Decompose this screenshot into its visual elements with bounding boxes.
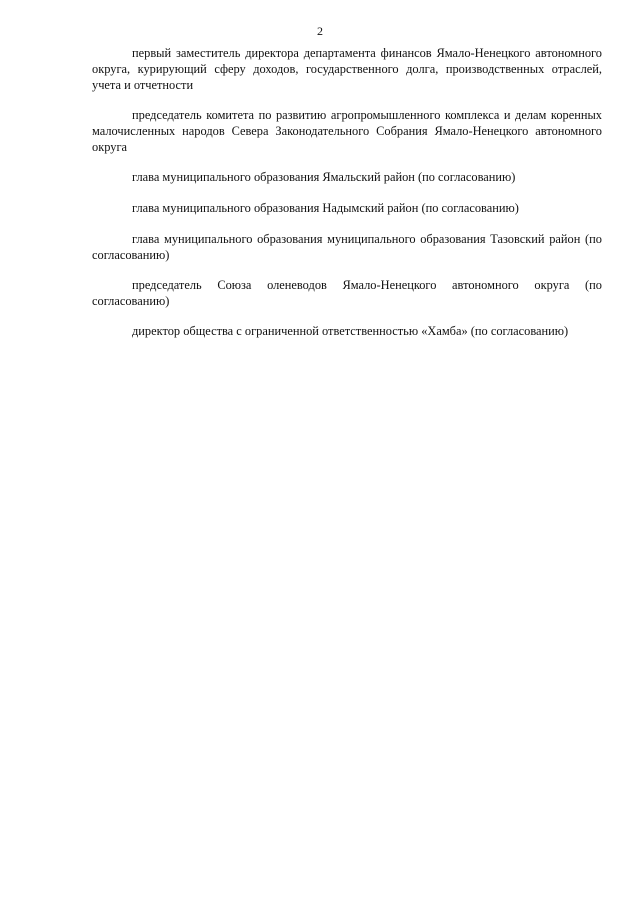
member-entry-yamal-district-head: глава муниципального образования Ямальский район (по согласованию)	[132, 170, 516, 184]
member-entry-first-deputy-director: первый заместитель директора департамента финансов Ямало-Ненецкого автономного округа, курирующий сферу доходов, государственного долга, производственных отраслей, учета и отчетности	[92, 46, 602, 92]
member-entry-nadym-district-head: глава муниципального образования Надымский район (по согласованию)	[132, 201, 519, 215]
member-entry-taz-district-head: глава муниципального образования муниципального образования Тазовский район (по согласованию)	[92, 232, 602, 262]
member-entry-committee-chairman: председатель комитета по развитию агропромышленного комплекса и делам коренных малочисленных народов Севера Законодательного Собрания Ямало-Ненецкого автономного округа	[92, 108, 602, 154]
page-number: 2	[317, 24, 323, 38]
member-entry-reindeer-union-chairman: председатель Союза оленеводов Ямало-Ненецкого автономного округа (по согласованию)	[92, 278, 602, 308]
member-entry-khamba-director: директор общества с ограниченной ответственностью «Хамба» (по согласованию)	[132, 324, 569, 338]
member-list	[92, 45, 602, 353]
